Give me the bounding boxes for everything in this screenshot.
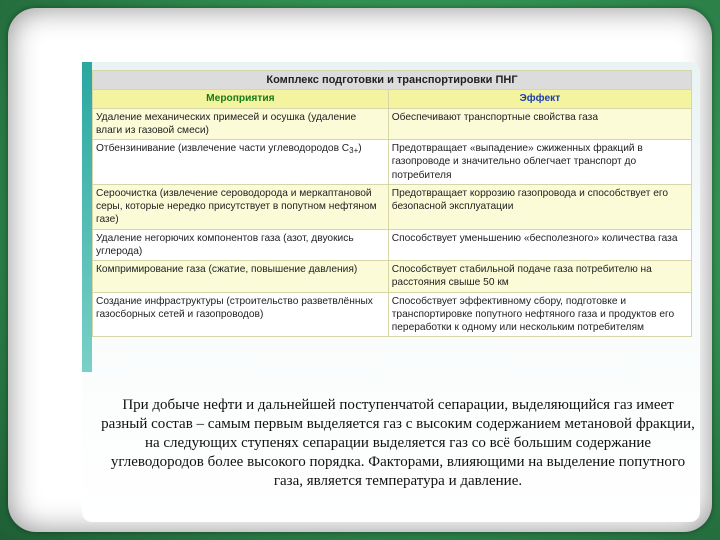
header-measures: Мероприятия xyxy=(93,90,389,108)
measure-cell: Удаление механических примесей и осушка (удаление влаги из газовой смеси) xyxy=(93,108,389,140)
table-row xyxy=(93,108,692,140)
table-row xyxy=(93,229,692,261)
measure-cell xyxy=(93,140,389,185)
effect-cell: Предотвращает коррозию газопровода и способствует его безопасной эксплуатации xyxy=(388,184,691,229)
table-caption: Комплекс подготовки и транспортировки ПНГ xyxy=(93,71,692,90)
table-row xyxy=(93,184,692,229)
effect-cell: Способствует уменьшению «бесполезного» количества газа xyxy=(388,229,691,261)
png-table xyxy=(92,70,692,337)
effect-cell: Способствует эффективному сбору, подготовке и транспортировке попутного нефтяного газа и продуктов его переработки к одному или нескольким потребителям xyxy=(388,292,691,337)
measure-text-end: ) xyxy=(358,143,362,155)
effect-cell: Способствует стабильной подаче газа потребителю на расстояния свыше 50 км xyxy=(388,261,691,293)
table-row xyxy=(93,140,692,185)
measure-cell: Создание инфраструктуры (строительство разветвлённых газосборных сетей и газопроводов) xyxy=(93,292,389,337)
measure-cell: Сероочистка (извлечение сероводорода и меркаптановой серы, которые нередко присутствует в попутном нефтяном газе) xyxy=(93,184,389,229)
accent-bar xyxy=(82,62,92,372)
header-effect: Эффект xyxy=(388,90,691,108)
body-paragraph: При добыче нефти и дальнейшей поступенчатой сепарации, выделяющийся газ имеет разный состав – самым первым выделяется газ с высоким содержанием метановой фракции, на следующих ступенях сепарации выделяется газ со всё большим содержание углеводородов более высокого порядка. Факторами, влияющими на выделение попутного газа, является температура и давление. xyxy=(101,397,695,489)
table-row xyxy=(93,292,692,337)
measure-subscript: 3+ xyxy=(349,146,359,156)
measure-cell: Удаление негорючих компонентов газа (азот, двуокись углерода) xyxy=(93,229,389,261)
table-row xyxy=(93,261,692,293)
table-header-row xyxy=(93,90,692,108)
measure-cell: Компримирование газа (сжатие, повышение давления) xyxy=(93,261,389,293)
effect-cell: Предотвращает «выпадение» сжиженных фракций в газопроводе и значительно облегчает транспорт до потребителя xyxy=(388,140,691,185)
effect-cell: Обеспечивают транспортные свойства газа xyxy=(388,108,691,140)
measure-text: Отбензинивание (извлечение части углеводородов C xyxy=(96,143,350,155)
